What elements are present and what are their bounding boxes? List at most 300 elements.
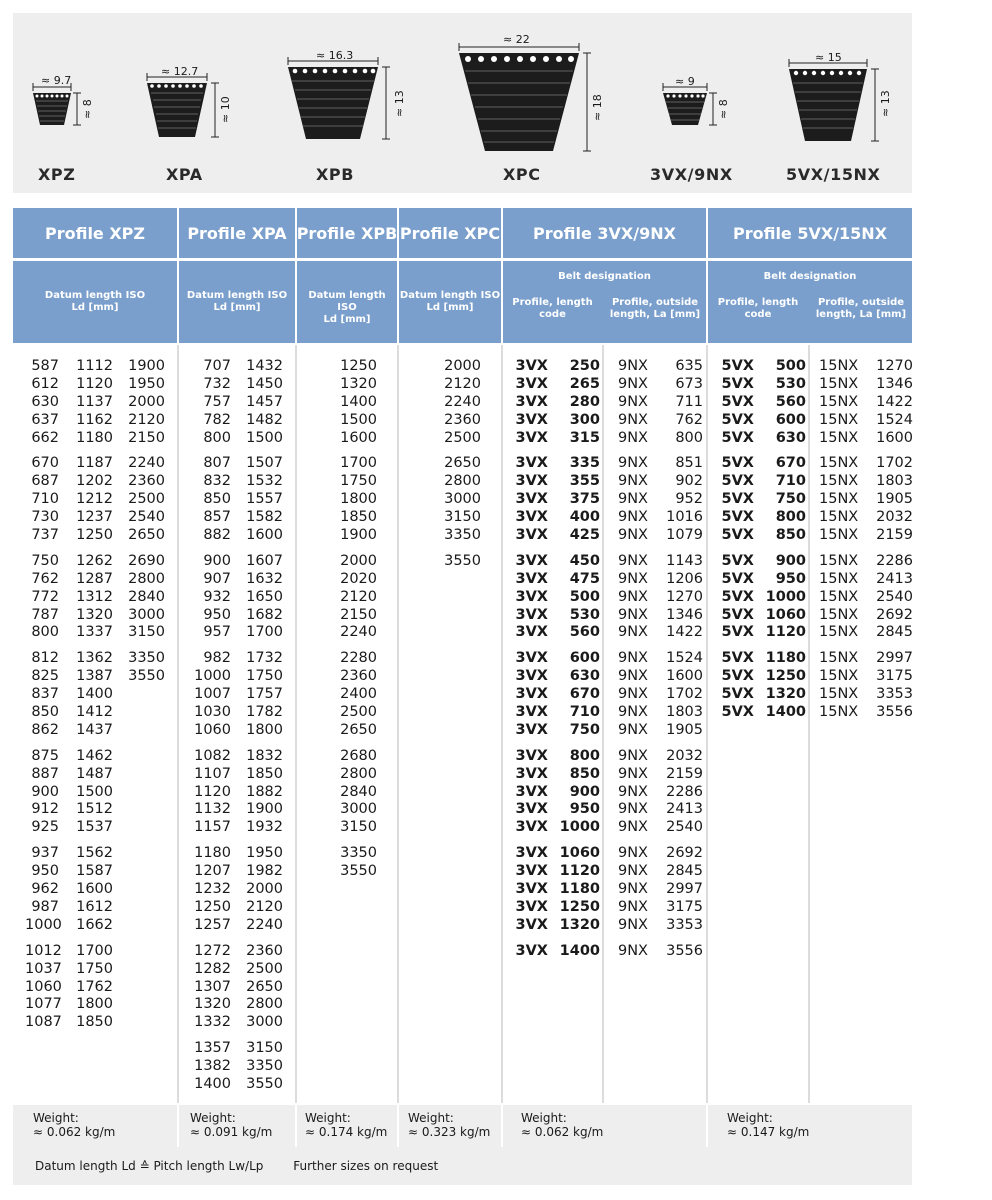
table-row	[819, 704, 913, 722]
table-cell: 1905	[666, 721, 703, 738]
table-row	[25, 801, 165, 819]
table-cell: 711	[675, 393, 703, 410]
table-row	[720, 571, 806, 589]
table-cell: 5VX	[721, 686, 754, 703]
table-cell: 2500	[246, 960, 283, 977]
weight-value: ≈ 0.323 kg/m	[408, 1125, 491, 1139]
row-group	[720, 650, 806, 722]
table-cell: 5VX	[721, 375, 754, 392]
table-cell: 1632	[246, 570, 283, 587]
table-cell: 9NX	[617, 491, 648, 508]
table-cell: 5VX	[721, 491, 754, 508]
table-cell: 1800	[246, 721, 283, 738]
table-cell: 710	[775, 473, 806, 490]
table-row	[616, 553, 703, 571]
row-group	[514, 748, 600, 837]
weight-5vx	[708, 1105, 912, 1147]
table-cell: 762	[675, 411, 703, 428]
table-cell: 1320	[194, 996, 231, 1013]
row-group	[616, 358, 703, 447]
table-cell: 1320	[765, 686, 806, 703]
table-row	[616, 571, 703, 589]
column-separator	[397, 345, 399, 1103]
weight-value: ≈ 0.174 kg/m	[305, 1125, 388, 1139]
subheader-3vx-designation: Belt designation	[558, 271, 651, 282]
table-row	[514, 589, 600, 607]
table-row	[325, 784, 377, 802]
table-cell: 1422	[876, 393, 913, 410]
table-cell: 787	[31, 606, 59, 623]
table-cell: 1950	[128, 375, 165, 392]
table-row	[429, 358, 481, 376]
table-row	[514, 527, 600, 545]
table-row	[325, 624, 377, 642]
table-row	[25, 784, 165, 802]
belt-xpc-width: ≈ 22	[503, 33, 530, 46]
table-cell: 2000	[340, 552, 377, 569]
table-cell: 1107	[194, 765, 231, 782]
table-cell: 3000	[444, 491, 481, 508]
subheader-xpb	[297, 261, 397, 343]
table-row	[325, 527, 377, 545]
table-row	[616, 784, 703, 802]
table-cell: 710	[569, 704, 600, 721]
table-cell: 707	[203, 358, 231, 374]
table-row	[25, 607, 165, 625]
table-cell: 1250	[340, 358, 377, 374]
belt-xpb-width: ≈ 16.3	[316, 49, 354, 62]
row-group	[191, 748, 283, 837]
table-cell: 587	[31, 358, 59, 374]
table-row	[514, 668, 600, 686]
table-row	[25, 589, 165, 607]
table-cell: 1702	[876, 455, 913, 472]
table-cell: 3353	[666, 916, 703, 933]
belt-5vx-drawing	[787, 51, 897, 151]
table-cell: 3VX	[515, 606, 548, 623]
table-cell	[113, 784, 165, 802]
table-cell: 15NX	[819, 588, 859, 605]
table-cell: 1400	[76, 686, 113, 703]
table-row	[25, 961, 165, 979]
table-row	[325, 801, 377, 819]
table-cell: 335	[569, 455, 600, 472]
table-row	[819, 624, 913, 642]
table-cell: 15NX	[819, 358, 859, 374]
table-row	[325, 650, 377, 668]
table-cell: 15NX	[819, 527, 859, 544]
table-cell: 3VX	[515, 393, 548, 410]
table-cell: 2650	[444, 455, 481, 472]
row-group	[819, 553, 913, 642]
table-row	[514, 455, 600, 473]
table-cell: 887	[31, 765, 59, 782]
table-cell: 2360	[340, 668, 377, 685]
table-row	[325, 722, 377, 740]
table-row	[720, 650, 806, 668]
subheader-xpz-label: Datum length ISO Ld [mm]	[44, 290, 146, 313]
table-cell: 300	[569, 411, 600, 428]
header-5vx: Profile 5VX/15NX	[708, 208, 912, 258]
table-row	[616, 473, 703, 491]
table-row	[25, 819, 165, 837]
row-group	[25, 845, 165, 934]
table-cell: 355	[569, 473, 600, 490]
table-row	[514, 766, 600, 784]
table-cell: 2540	[666, 819, 703, 836]
table-cell: 1207	[194, 863, 231, 880]
table-cell: 3VX	[515, 783, 548, 800]
table-row	[616, 917, 703, 935]
table-cell: 1950	[246, 845, 283, 862]
table-row	[819, 668, 913, 686]
column-separator	[808, 345, 810, 1103]
table-row	[25, 624, 165, 642]
table-cell: 2540	[128, 509, 165, 526]
table-cell: 5VX	[721, 429, 754, 446]
table-cell: 15NX	[819, 473, 859, 490]
table-cell: 750	[569, 721, 600, 738]
table-row	[720, 455, 806, 473]
table-cell: 5VX	[721, 624, 754, 641]
belt-xpa-width: ≈ 12.7	[161, 65, 199, 78]
table-cell: 1532	[246, 473, 283, 490]
table-cell: 1700	[76, 942, 113, 959]
3vx-values	[514, 358, 600, 969]
table-cell: 3150	[246, 1040, 283, 1057]
table-cell: 1782	[246, 704, 283, 721]
table-row	[25, 766, 165, 784]
table-row	[616, 943, 703, 961]
table-cell: 1457	[246, 393, 283, 410]
table-row	[25, 996, 165, 1014]
table-cell: 500	[569, 588, 600, 605]
table-row	[325, 571, 377, 589]
table-row	[191, 961, 283, 979]
table-cell: 2845	[876, 624, 913, 641]
table-cell: 3550	[340, 863, 377, 880]
table-cell: 2800	[340, 765, 377, 782]
table-row	[191, 527, 283, 545]
table-cell: 800	[569, 747, 600, 764]
table-row	[616, 376, 703, 394]
table-cell: 1587	[76, 863, 113, 880]
table-cell: 3VX	[515, 624, 548, 641]
table-cell: 1180	[765, 650, 806, 667]
table-cell: 1482	[246, 411, 283, 428]
table-row	[514, 553, 600, 571]
table-cell: 3556	[876, 704, 913, 721]
table-row	[514, 722, 600, 740]
table-cell: 560	[569, 624, 600, 641]
table-cell: 9NX	[617, 863, 648, 880]
table-cell: 530	[569, 606, 600, 623]
table-row	[429, 491, 481, 509]
table-row	[191, 668, 283, 686]
column-separator	[501, 345, 503, 1103]
table-cell: 670	[569, 686, 600, 703]
table-cell: 5VX	[721, 527, 754, 544]
table-cell: 1400	[559, 942, 600, 959]
table-row	[514, 571, 600, 589]
table-cell: 3VX	[515, 668, 548, 685]
table-row	[25, 509, 165, 527]
table-cell: 9NX	[617, 624, 648, 641]
table-cell: 1000	[194, 668, 231, 685]
table-cell	[113, 899, 165, 917]
table-cell: 15NX	[819, 429, 859, 446]
table-cell: 250	[569, 358, 600, 374]
table-row	[514, 899, 600, 917]
table-cell: 2000	[128, 393, 165, 410]
table-row	[25, 917, 165, 935]
table-row	[191, 509, 283, 527]
table-cell: 2800	[246, 996, 283, 1013]
column-separator	[706, 345, 708, 1103]
table-row	[191, 650, 283, 668]
table-row	[25, 668, 165, 686]
table-row	[25, 863, 165, 881]
9nx-values	[616, 358, 703, 969]
table-cell: 2800	[128, 570, 165, 587]
table-cell: 850	[775, 527, 806, 544]
table-cell: 9NX	[617, 916, 648, 933]
belt-xpz-label: XPZ	[38, 165, 76, 184]
table-row	[819, 473, 913, 491]
table-cell: 1500	[340, 411, 377, 428]
belt-5vx-label: 5VX/15NX	[786, 165, 881, 184]
table-cell: 2000	[246, 881, 283, 898]
table-row	[819, 650, 913, 668]
table-cell: 3556	[666, 942, 703, 959]
table-cell: 375	[569, 491, 600, 508]
table-cell: 1850	[246, 765, 283, 782]
table-cell: 3000	[128, 606, 165, 623]
table-row	[616, 845, 703, 863]
table-cell: 1162	[76, 411, 113, 428]
table-row	[616, 668, 703, 686]
table-cell: 3VX	[515, 375, 548, 392]
table-row	[429, 376, 481, 394]
xpa-values	[191, 358, 283, 1102]
table-row	[191, 943, 283, 961]
table-cell: 1000	[765, 588, 806, 605]
table-cell: 1132	[194, 801, 231, 818]
table-cell: 3350	[340, 845, 377, 862]
table-row	[514, 624, 600, 642]
table-cell: 1143	[666, 552, 703, 569]
table-cell: 1850	[76, 1014, 113, 1031]
subheader-3vx	[503, 261, 706, 343]
table-cell: 687	[31, 473, 59, 490]
table-row	[191, 1076, 283, 1094]
belt-profile-diagram	[13, 13, 912, 193]
table-cell	[113, 722, 165, 740]
table-row	[25, 491, 165, 509]
header-xpb: Profile XPB	[297, 208, 397, 258]
table-row	[720, 376, 806, 394]
table-cell: 1157	[194, 819, 231, 836]
table-cell: 1060	[765, 606, 806, 623]
table-cell: 1702	[666, 686, 703, 703]
row-group	[191, 553, 283, 642]
table-cell: 950	[569, 801, 600, 818]
row-group	[819, 358, 913, 447]
table-cell: 600	[775, 411, 806, 428]
table-row	[616, 527, 703, 545]
header-xpc: Profile XPC	[399, 208, 501, 258]
weight-value: ≈ 0.062 kg/m	[33, 1125, 116, 1139]
table-row	[819, 358, 913, 376]
table-cell: 9NX	[617, 358, 648, 374]
table-row	[514, 863, 600, 881]
table-row	[720, 358, 806, 376]
table-cell: 950	[203, 606, 231, 623]
table-cell: 265	[569, 375, 600, 392]
weight-value: ≈ 0.091 kg/m	[190, 1125, 273, 1139]
table-cell: 15NX	[819, 686, 859, 703]
table-row	[191, 722, 283, 740]
table-row	[191, 784, 283, 802]
table-cell: 1432	[246, 358, 283, 374]
table-cell: 800	[775, 509, 806, 526]
table-row	[514, 412, 600, 430]
table-row	[325, 455, 377, 473]
row-group	[191, 358, 283, 447]
table-cell: 9NX	[617, 801, 648, 818]
row-group	[325, 650, 377, 739]
table-cell: 875	[31, 747, 59, 764]
table-cell: 1450	[246, 375, 283, 392]
table-row	[25, 650, 165, 668]
table-cell: 15NX	[819, 624, 859, 641]
table-cell: 2150	[340, 606, 377, 623]
column-separator	[177, 345, 179, 1103]
table-cell: 3550	[444, 552, 481, 569]
table-cell: 1000	[559, 819, 600, 836]
table-cell: 1250	[559, 898, 600, 915]
table-cell	[113, 704, 165, 722]
table-row	[191, 1058, 283, 1076]
table-cell: 1082	[194, 747, 231, 764]
table-cell: 2120	[128, 411, 165, 428]
subheader-xpa-label: Datum length ISO Ld [mm]	[186, 290, 288, 313]
table-cell: 1007	[194, 686, 231, 703]
table-row	[25, 571, 165, 589]
table-row	[616, 748, 703, 766]
table-cell: 1206	[666, 570, 703, 587]
table-cell: 1202	[76, 473, 113, 490]
table-cell	[113, 943, 165, 961]
table-cell: 1600	[340, 429, 377, 446]
weight-value: ≈ 0.147 kg/m	[727, 1125, 810, 1139]
table-row	[429, 509, 481, 527]
table-cell: 1487	[76, 765, 113, 782]
table-row	[429, 430, 481, 448]
table-cell: 1462	[76, 747, 113, 764]
table-cell: 1320	[559, 916, 600, 933]
table-row	[191, 553, 283, 571]
weight-label: Weight:	[305, 1111, 351, 1125]
subheader-xpz	[13, 261, 177, 343]
table-cell: 3VX	[515, 429, 548, 446]
table-cell: 9NX	[617, 509, 648, 526]
table-cell: 1500	[246, 429, 283, 446]
table-cell: 1982	[246, 863, 283, 880]
table-cell: 807	[203, 455, 231, 472]
table-cell: 5VX	[721, 473, 754, 490]
table-cell: 3550	[246, 1075, 283, 1092]
table-cell: 1750	[76, 960, 113, 977]
table-cell: 1262	[76, 552, 113, 569]
table-cell: 3VX	[515, 491, 548, 508]
table-cell: 851	[675, 455, 703, 472]
table-cell: 1060	[194, 721, 231, 738]
table-cell: 1012	[25, 942, 62, 959]
table-row	[191, 589, 283, 607]
table-row	[819, 571, 913, 589]
subheader-5vx	[708, 261, 912, 343]
table-cell: 800	[203, 429, 231, 446]
table-cell: 1803	[666, 704, 703, 721]
table-row	[191, 819, 283, 837]
table-cell	[113, 996, 165, 1014]
table-cell: 1237	[76, 509, 113, 526]
table-cell: 1612	[76, 898, 113, 915]
table-cell: 3VX	[515, 686, 548, 703]
table-cell: 1437	[76, 721, 113, 738]
table-row	[325, 607, 377, 625]
table-row	[819, 412, 913, 430]
table-cell: 5VX	[721, 455, 754, 472]
table-row	[616, 801, 703, 819]
table-cell: 902	[675, 473, 703, 490]
table-row	[191, 1040, 283, 1058]
table-cell: 3VX	[515, 863, 548, 880]
table-cell: 952	[675, 491, 703, 508]
table-row	[616, 766, 703, 784]
table-cell: 662	[31, 429, 59, 446]
table-row	[514, 358, 600, 376]
table-cell: 1137	[76, 393, 113, 410]
table-cell: 837	[31, 686, 59, 703]
belt-xpc-drawing	[457, 25, 607, 153]
row-group	[191, 845, 283, 934]
table-row	[819, 491, 913, 509]
table-row	[191, 394, 283, 412]
table-row	[720, 527, 806, 545]
header-xpz: Profile XPZ	[13, 208, 177, 258]
row-group	[720, 553, 806, 642]
table-cell: 1000	[25, 916, 62, 933]
table-cell: 15NX	[819, 491, 859, 508]
belt-xpc-height: ≈ 18	[591, 94, 604, 121]
table-cell: 1932	[246, 819, 283, 836]
table-cell: 900	[569, 783, 600, 800]
table-row	[616, 430, 703, 448]
table-row	[720, 491, 806, 509]
table-row	[325, 358, 377, 376]
table-row	[514, 917, 600, 935]
table-cell: 3VX	[515, 588, 548, 605]
table-cell: 3VX	[515, 765, 548, 782]
table-row	[325, 863, 377, 881]
table-cell: 1250	[76, 527, 113, 544]
table-row	[616, 819, 703, 837]
table-cell: 3VX	[515, 527, 548, 544]
table-row	[191, 1014, 283, 1032]
table-cell: 9NX	[617, 721, 648, 738]
